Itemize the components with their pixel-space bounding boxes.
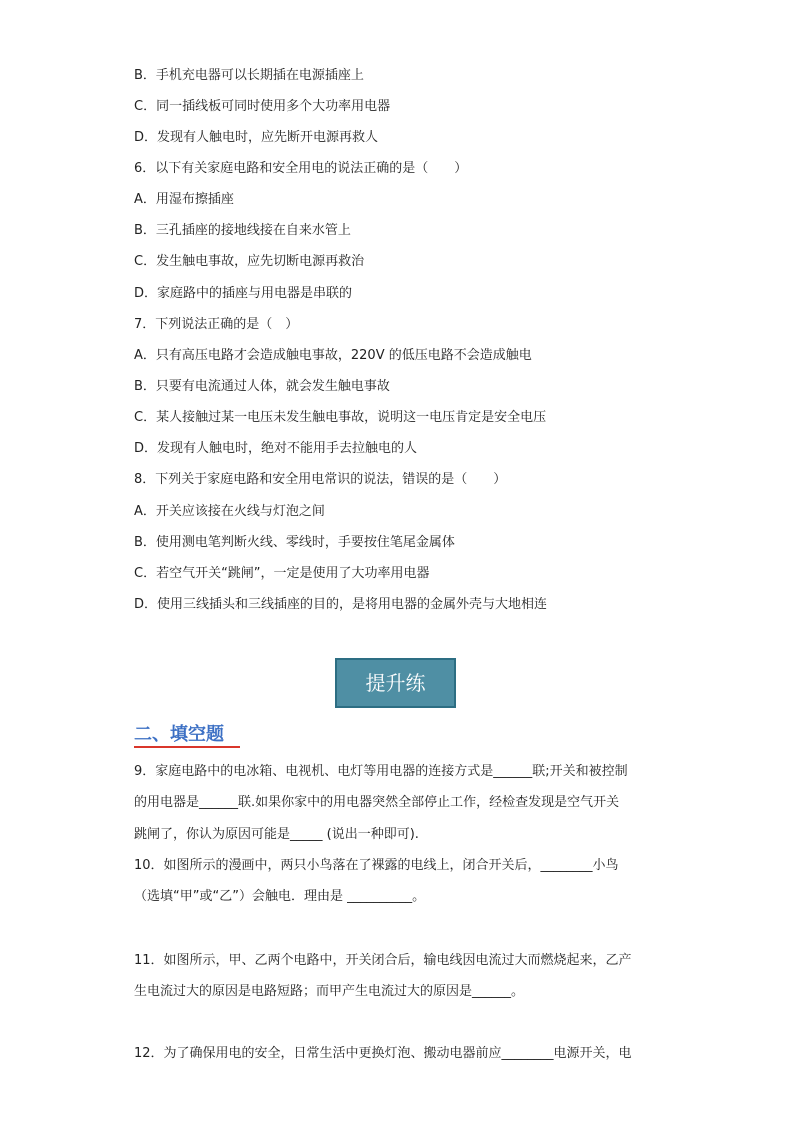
- option-6a: A．用湿布擦插座: [134, 192, 234, 207]
- option-8c: C．若空气开关“跳闸”，一定是使用了大功率用电器: [134, 566, 430, 581]
- question-9-line-1: 9．家庭电路中的电冰箱、电视机、电灯等用电器的连接方式是______联;开关和被控制: [134, 764, 628, 779]
- option-6d: D．家庭路中的插座与用电器是串联的: [134, 286, 353, 301]
- question-10-line-2: （选填“甲”或“乙”）会触电．理由是 __________。: [134, 889, 426, 904]
- section-title-underline: [134, 746, 240, 748]
- option-7c: C．某人接触过某一电压未发生触电事故，说明这一电压肯定是安全电压: [134, 410, 547, 425]
- question-7: 7．下列说法正确的是（ ）: [134, 317, 299, 332]
- section-title-fill-in-blank: 二、填空题: [134, 724, 224, 745]
- question-6: 6．以下有关家庭电路和安全用电的说法正确的是（ ）: [134, 161, 468, 176]
- option-5b: B．手机充电器可以长期插在电源插座上: [134, 68, 364, 83]
- option-7d: D．发现有人触电时，绝对不能用手去拉触电的人: [134, 441, 418, 456]
- question-11-line-1: 11．如图所示，甲、乙两个电路中，开关闭合后，输电线因电流过大而燃烧起来，乙产: [134, 953, 632, 968]
- question-8: 8．下列关于家庭电路和安全用电常识的说法，错误的是（ ）: [134, 472, 507, 487]
- option-5c: C．同一插线板可同时使用多个大功率用电器: [134, 99, 391, 114]
- question-9-line-3: 跳闸了，你认为原因可能是_____ (说出一种即可).: [134, 827, 419, 842]
- option-5d: D．发现有人触电时，应先断开电源再救人: [134, 130, 379, 145]
- option-6c: C．发生触电事故，应先切断电源再救治: [134, 254, 365, 269]
- option-7a: A．只有高压电路才会造成触电事故，220V 的低压电路不会造成触电: [134, 348, 532, 363]
- question-12-line-1: 12．为了确保用电的安全，日常生活中更换灯泡、搬动电器前应________电源开关，电: [134, 1046, 632, 1061]
- option-6b: B．三孔插座的接地线接在自来水管上: [134, 223, 351, 238]
- option-8b: B．使用测电笔判断火线、零线时，手要按住笔尾金属体: [134, 535, 455, 550]
- question-10-line-1: 10．如图所示的漫画中，两只小鸟落在了裸露的电线上，闭合开关后，________小鸟: [134, 858, 619, 873]
- option-8a: A．开关应该接在火线与灯泡之间: [134, 504, 325, 519]
- question-11-line-2: 生电流过大的原因是电路短路；而甲产生电流过大的原因是______。: [134, 984, 525, 999]
- question-9-line-2: 的用电器是______联.如果你家中的用电器突然全部停止工作，经检查发现是空气开关: [134, 795, 620, 810]
- improvement-practice-banner: 提升练: [335, 658, 456, 708]
- option-8d: D．使用三线插头和三线插座的目的，是将用电器的金属外壳与大地相连: [134, 597, 548, 612]
- option-7b: B．只要有电流通过人体，就会发生触电事故: [134, 379, 390, 394]
